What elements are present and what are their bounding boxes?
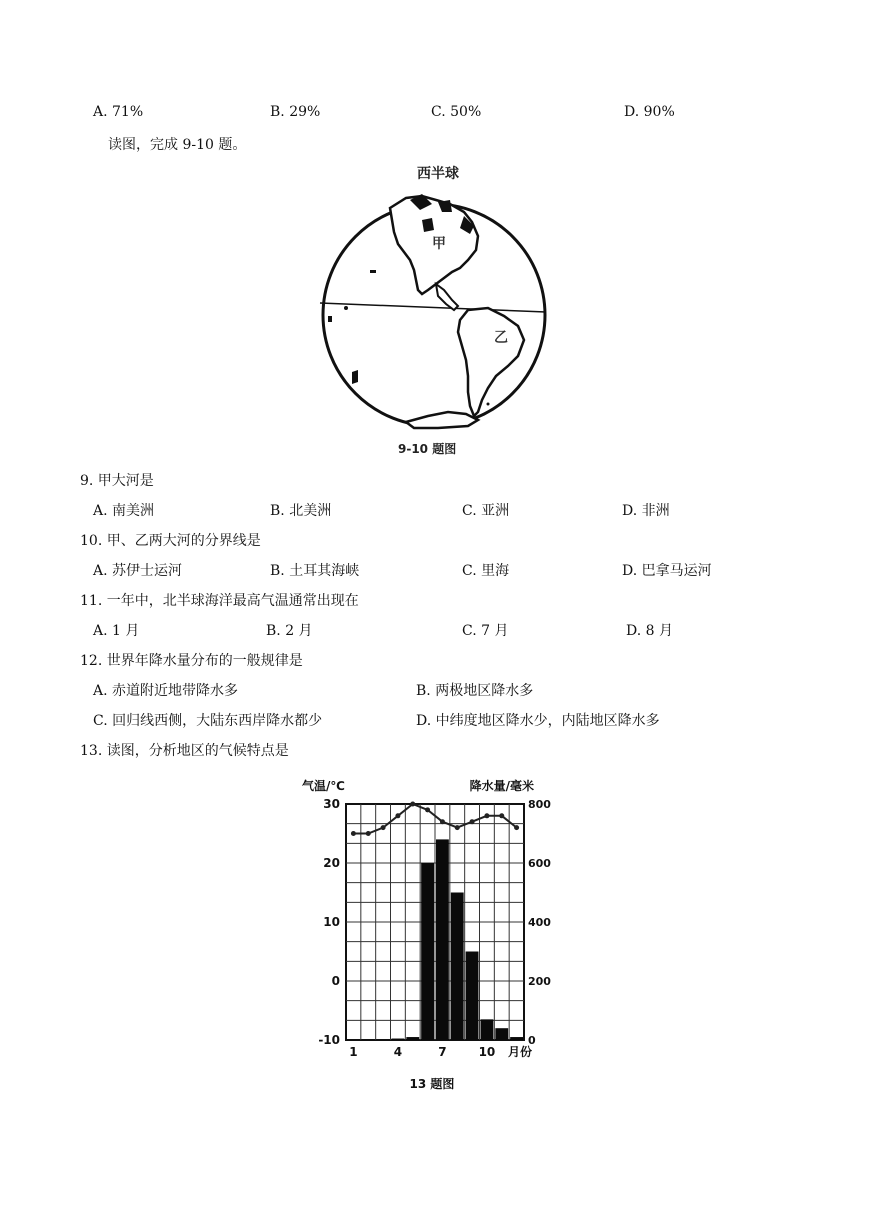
precip-bar-12 bbox=[510, 1037, 523, 1040]
temperature-point-8 bbox=[455, 825, 460, 830]
y-left-tick: 0 bbox=[331, 974, 340, 988]
q9-option-d: D. 非洲 bbox=[622, 503, 670, 519]
globe-caption: 9-10 题图 bbox=[398, 442, 457, 456]
temperature-point-4 bbox=[395, 813, 400, 818]
temperature-point-7 bbox=[440, 819, 445, 824]
chart-caption: 13 题图 bbox=[409, 1077, 455, 1091]
q11-stem: 11. 一年中，北半球海洋最高气温通常出现在 bbox=[80, 593, 359, 609]
precip-bar-9 bbox=[466, 952, 479, 1041]
q12-option-d: D. 中纬度地区降水少，内陆地区降水多 bbox=[416, 713, 660, 729]
y-right-tick: 800 bbox=[528, 798, 551, 811]
y-right-tick: 600 bbox=[528, 857, 551, 870]
q11-option-b: B. 2 月 bbox=[266, 623, 313, 639]
precip-bar-11 bbox=[495, 1028, 508, 1040]
y-left-tick: 10 bbox=[323, 915, 340, 929]
q10-option-b: B. 土耳其海峡 bbox=[270, 563, 360, 579]
q8-option-c: C. 50% bbox=[431, 104, 482, 120]
q10-option-d: D. 巴拿马运河 bbox=[622, 563, 712, 579]
temperature-point-2 bbox=[366, 831, 371, 836]
q9-stem: 9. 甲大河是 bbox=[80, 473, 154, 489]
q12-option-c: C. 回归线西侧，大陆东西岸降水都少 bbox=[93, 713, 323, 729]
y-left-tick: 30 bbox=[323, 797, 340, 811]
x-tick: 10 bbox=[478, 1045, 496, 1059]
temperature-point-6 bbox=[425, 807, 430, 812]
y-right-axis-label: 降水量/毫米 bbox=[469, 779, 534, 793]
y-left-axis-label: 气温/℃ bbox=[302, 779, 345, 793]
q9-option-c: C. 亚洲 bbox=[462, 503, 510, 519]
temperature-point-12 bbox=[514, 825, 519, 830]
q10-option-a: A. 苏伊士运河 bbox=[93, 563, 183, 579]
temperature-point-11 bbox=[499, 813, 504, 818]
precip-bar-7 bbox=[436, 839, 449, 1040]
q8-option-a: A. 71% bbox=[93, 104, 144, 120]
x-axis-suffix: 月份 bbox=[507, 1045, 533, 1059]
temperature-point-9 bbox=[470, 819, 475, 824]
chart-grid bbox=[346, 804, 524, 1040]
label-yi: 乙 bbox=[494, 330, 508, 346]
globe-title: 西半球 bbox=[417, 166, 459, 182]
precip-bar-10 bbox=[481, 1019, 494, 1040]
x-tick: 7 bbox=[438, 1045, 447, 1059]
q11-option-a: A. 1 月 bbox=[93, 623, 140, 639]
y-left-tick: -10 bbox=[318, 1033, 340, 1047]
western-hemisphere-map bbox=[318, 160, 550, 460]
temperature-point-10 bbox=[484, 813, 489, 818]
precip-bar-4 bbox=[392, 1039, 405, 1040]
q9-option-b: B. 北美洲 bbox=[270, 503, 332, 519]
precip-bar-5 bbox=[406, 1037, 419, 1040]
y-right-tick: 400 bbox=[528, 916, 551, 929]
q11-option-c: C. 7 月 bbox=[462, 623, 509, 639]
q13-stem: 13. 读图，分析地区的气候特点是 bbox=[80, 743, 289, 759]
temperature-point-3 bbox=[381, 825, 386, 830]
precip-bar-6 bbox=[421, 863, 434, 1040]
q8-option-b: B. 29% bbox=[270, 104, 321, 120]
temperature-point-5 bbox=[410, 802, 415, 807]
instruction-9-10: 读图，完成 9-10 题。 bbox=[108, 137, 247, 153]
climate-chart bbox=[298, 772, 551, 1102]
q10-stem: 10. 甲、乙两大河的分界线是 bbox=[80, 533, 261, 549]
x-tick: 1 bbox=[349, 1045, 358, 1059]
precip-bar-8 bbox=[451, 893, 464, 1041]
y-right-tick: 0 bbox=[528, 1034, 536, 1047]
q12-stem: 12. 世界年降水量分布的一般规律是 bbox=[80, 653, 303, 669]
x-tick: 4 bbox=[393, 1045, 403, 1059]
q12-option-b: B. 两极地区降水多 bbox=[416, 683, 534, 699]
y-right-tick: 200 bbox=[528, 975, 551, 988]
q10-option-c: C. 里海 bbox=[462, 563, 510, 579]
q8-option-d: D. 90% bbox=[624, 104, 675, 120]
label-jia: 甲 bbox=[432, 236, 446, 252]
q11-option-d: D. 8 月 bbox=[626, 623, 673, 639]
y-left-tick: 20 bbox=[323, 856, 340, 870]
q9-option-a: A. 南美洲 bbox=[93, 503, 155, 519]
q12-option-a: A. 赤道附近地带降水多 bbox=[93, 683, 239, 699]
temperature-point-1 bbox=[351, 831, 356, 836]
